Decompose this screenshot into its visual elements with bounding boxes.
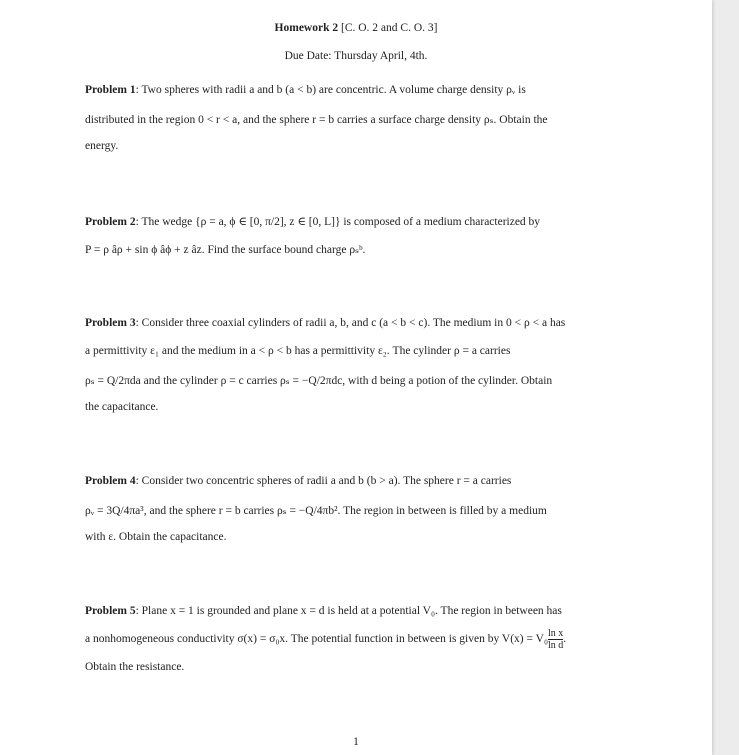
problem-label: Problem 2: [85, 216, 136, 228]
problem-3-line-3: ρₛ = Q/2πda and the cylinder ρ = c carries ρₛ = −Q/2πdc, with d being a potion of the cylinder. Obtain: [85, 375, 553, 387]
problem-3-line-2: a permittivity ε₁ and the medium in a < ρ < b has a permittivity ε₂. The cylinder ρ = a carries: [85, 345, 511, 357]
problem-5-line-2: [85, 628, 566, 651]
problem-label: Problem 5: [85, 605, 136, 617]
problem-text: : Consider three coaxial cylinders of radii a, b, and c (a < b < c). The medium in 0 < ρ < a has: [135, 317, 566, 329]
fraction-denominator: ln d: [547, 640, 564, 651]
problem-text: : The wedge {ρ = a, ϕ ∈ [0, π/2], z ∈ [0, L]} is composed of a medium characterized by: [135, 216, 541, 228]
page-number: 1: [353, 736, 359, 748]
title-rest: [C. O. 2 and C. O. 3]: [340, 22, 438, 34]
due-date: Due Date: Thursday April, 4th.: [284, 50, 428, 62]
problem-1-line-1: [85, 84, 526, 96]
problem-4-line-3: with ε. Obtain the capacitance.: [85, 531, 227, 543]
fraction: [548, 628, 563, 651]
problem-text: : Plane x = 1 is grounded and plane x = d is held at a potential V₀. The region in between has: [135, 605, 562, 617]
problem-label: Problem 3: [85, 317, 136, 329]
problem-3-line-4: the capacitance.: [85, 401, 159, 413]
problem-label: Problem 4: [85, 475, 136, 487]
problem-2-line-1: [85, 214, 540, 228]
problem-4-line-1: [85, 475, 511, 487]
title-bold: Homework 2: [274, 22, 339, 34]
problem-4-line-2: ρᵥ = 3Q/4πa³, and the sphere r = b carries ρₛ = −Q/4πb². The region in between is filled by a medium: [85, 505, 547, 517]
document-title: [0, 22, 712, 34]
period: .: [563, 633, 567, 646]
problem-label: Problem 1: [85, 84, 136, 96]
problem-2-line-2: P = ρ âρ + sin ϕ âϕ + z âz. Find the surface bound charge ρₛᵇ.: [85, 244, 366, 256]
problem-1-line-2: distributed in the region 0 < r < a, and the sphere r = b carries a surface charge density ρₛ. Obtain the: [85, 114, 548, 126]
problem-5-line-3: Obtain the resistance.: [85, 661, 185, 673]
problem-text: : Consider two concentric spheres of radii a and b (b > a). The sphere r = a carries: [135, 475, 512, 487]
problem-1-line-3: energy.: [85, 140, 119, 152]
problem-text: : Two spheres with radii a and b (a < b) are concentric. A volume charge density ρᵥ is: [135, 84, 526, 96]
problem-text: a nonhomogeneous conductivity σ(x) = σ₀x. The potential function in between is given by V(x) = V₀: [85, 633, 548, 646]
problem-5-line-1: [85, 605, 562, 617]
problem-3-line-1: [85, 317, 565, 329]
fraction-numerator: ln x: [547, 628, 564, 639]
